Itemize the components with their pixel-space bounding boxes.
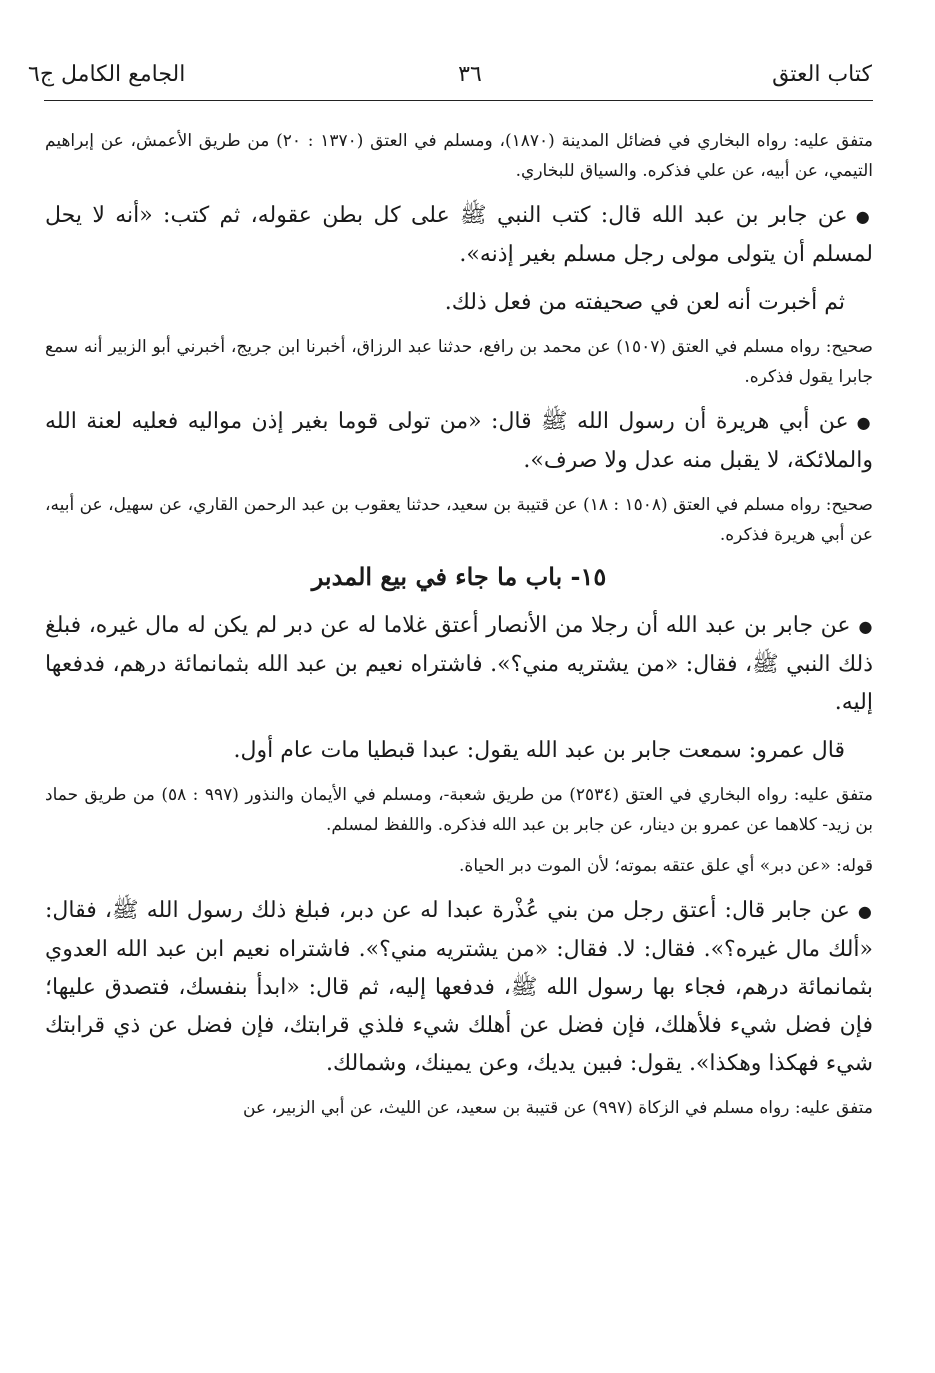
source-note: متفق عليه: رواه البخاري في العتق (٢٥٣٤) من طريق شعبة-، ومسلم في الأيمان والنذور (٩٩٧ : ٥٨) من طريق حماد بن زيد- كلاهما عن عمرو بن دينار، عن جابر بن عبد الله فذكره. واللفظ لمسلم. bbox=[45, 785, 873, 835]
bullet-icon: ● bbox=[856, 413, 874, 432]
hadith-text: عن جابر قال: أعتق رجل من بني عُذْرة عبدا له عن دبر، فبلغ ذلك رسول الله ﷺ، فقال: «ألك مال غيره؟». فقال: لا. فقال: «من يشتريه مني؟». فاشتراه نعيم ابن عبد الله العدوي بثمانمائة درهم، فجاء بها رسول الله ﷺ، فدفعها إليه، ثم قال: «ابدأ بنفسك، فتصدق عليها؛ فإن فضل شيء فلأهلك، فإن فضل عن أهلك شيء فلذي قرابتك، فإن فضل عن ذي قرابتك شيء فهكذا وهكذا». يقول: فبين يديك، وعن يمينك، وشمالك. bbox=[45, 898, 873, 1076]
header-rule bbox=[44, 100, 873, 101]
hadith-paragraph bbox=[45, 197, 873, 274]
source-note: متفق عليه: رواه البخاري في فضائل المدينة (١٨٧٠)، ومسلم في العتق (١٣٧٠ : ٢٠) من طريق الأعمش، عن إبراهيم التيمي، عن أبيه، عن علي فذكره. والسياق للبخاري. bbox=[45, 131, 874, 181]
hadith-text: عن جابر بن عبد الله قال: كتب النبي ﷺ على كل بطن عقوله، ثم كتب: «أنه لا يحل لمسلم أن يتولى مولى رجل مسلم بغير إذنه». bbox=[45, 203, 873, 267]
hadith-text: عن أبي هريرة أن رسول الله ﷺ قال: «من تولى قوما بغير إذن مواليه فعليه لعنة الله والملائكة، لا يقبل منه عدل ولا صرف». bbox=[45, 409, 873, 473]
source-note: متفق عليه: رواه مسلم في الزكاة (٩٩٧) عن قتيبة بن سعيد، عن الليث، عن أبي الزبير، عن bbox=[242, 1098, 873, 1118]
page-body bbox=[45, 126, 873, 1134]
source-note: صحيح: رواه مسلم في العتق (١٥٠٨ : ١٨) عن قتيبة بن سعيد، حدثنا يعقوب بن عبد الرحمن القاري، عن سهيل، عن أبيه، عن أبي هريرة فذكره. bbox=[45, 495, 873, 545]
hadith-paragraph bbox=[45, 892, 873, 1083]
running-header-chapter: كتاب العتق bbox=[772, 62, 872, 87]
bullet-icon: ● bbox=[858, 617, 874, 636]
chapter-heading: ١٥- باب ما جاء في بيع المدبر bbox=[311, 562, 607, 591]
body-paragraph: ثم أخبرت أنه لعن في صحيفته من فعل ذلك. bbox=[444, 290, 845, 315]
bullet-icon: ● bbox=[857, 902, 873, 921]
hadith-paragraph bbox=[45, 403, 873, 480]
hadith-paragraph bbox=[45, 607, 873, 722]
source-note: صحيح: رواه مسلم في العتق (١٥٠٧) عن محمد بن رافع، حدثنا عبد الرزاق، أخبرنا ابن جريج، أخبرني أبو الزبير أنه سمع جابرا يقول فذكره. bbox=[45, 337, 873, 387]
body-paragraph: قال عمرو: سمعت جابر بن عبد الله يقول: عبدا قبطيا مات عام أول. bbox=[233, 738, 845, 763]
hadith-text: عن جابر بن عبد الله أن رجلا من الأنصار أعتق غلاما له عن دبر لم يكن له مال غيره، فبلغ ذلك النبي ﷺ، فقال: «من يشتريه مني؟». فاشتراه نعيم بن عبد الله بثمانمائة درهم، فدفعها إليه. bbox=[45, 613, 873, 715]
page-number: ٣٦ bbox=[458, 62, 482, 87]
running-header-book: الجامع الكامل ج٦ bbox=[28, 62, 186, 87]
explanation-note: قوله: «عن دبر» أي علق عتقه بموته؛ لأن الموت دبر الحياة. bbox=[459, 856, 873, 876]
bullet-icon: ● bbox=[855, 207, 874, 226]
